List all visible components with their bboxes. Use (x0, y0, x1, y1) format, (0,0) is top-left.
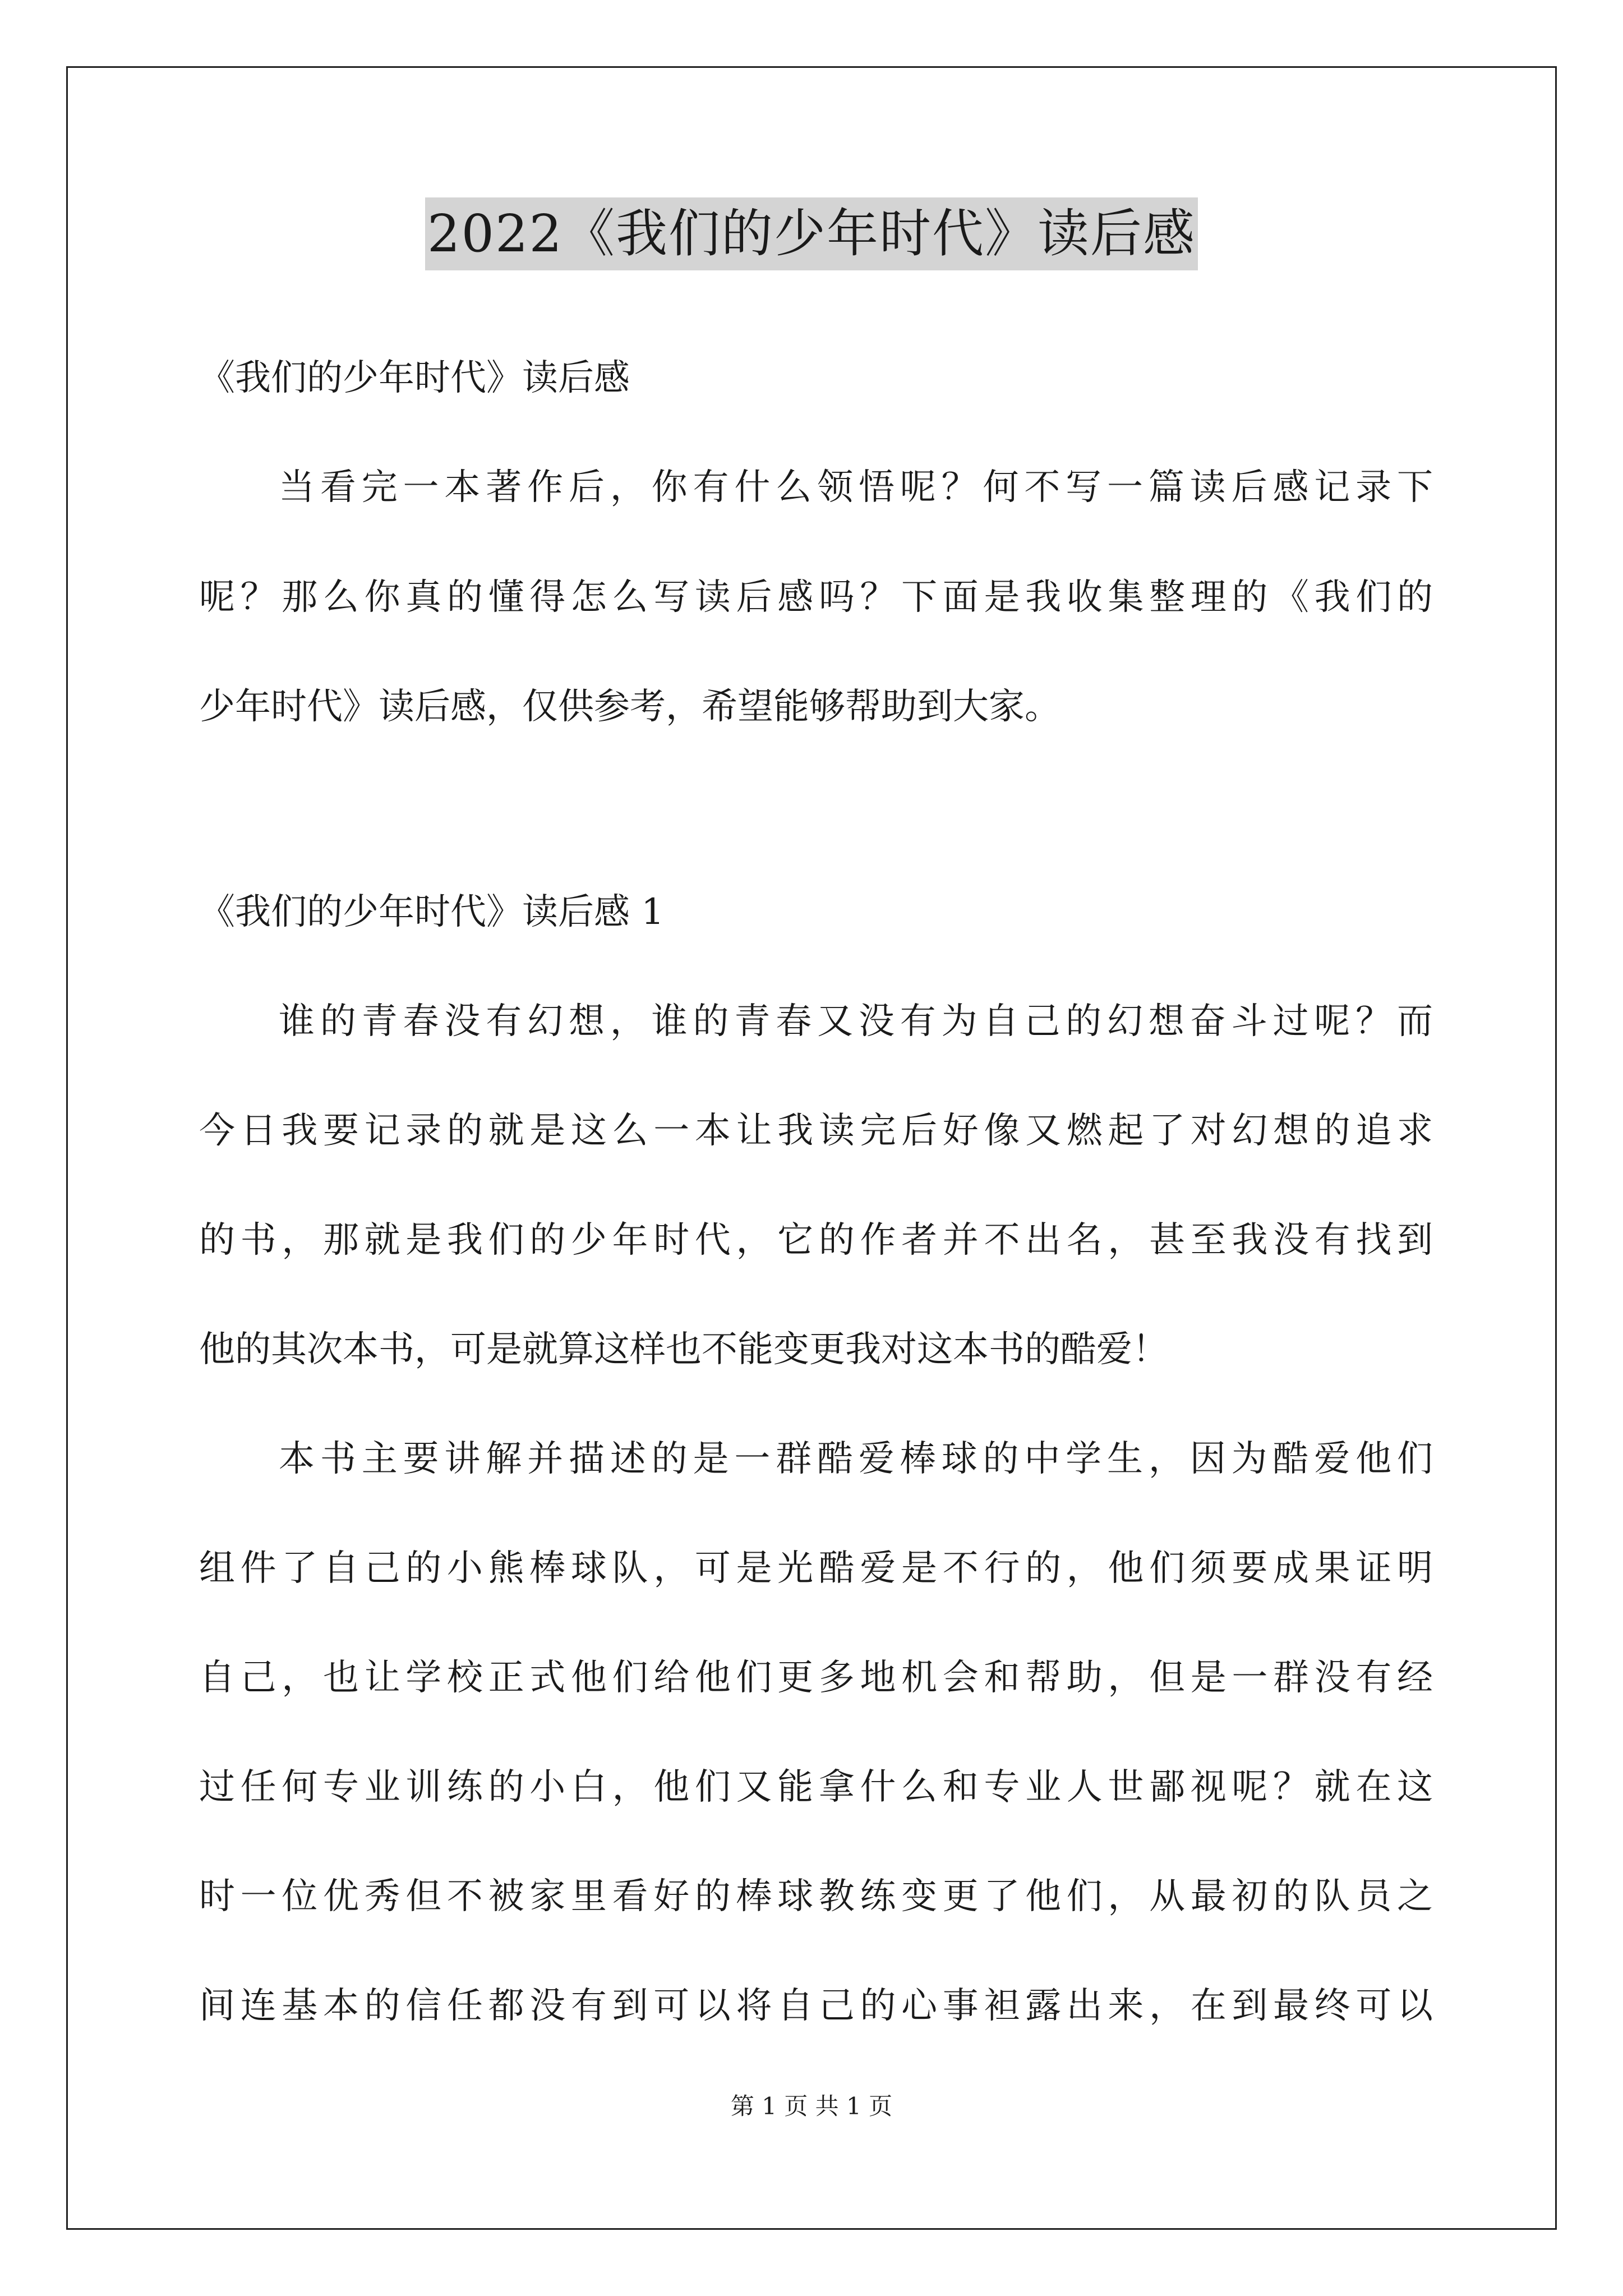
section-heading: 《我们的少年时代》读后感 1 (199, 891, 665, 933)
para2-line-2: 组件了自己的小熊棒球队，可是光酷爱是不行的，他们须要成果证明 (199, 1548, 1433, 1589)
para2-line-1: 本书主要讲解并描述的是一群酷爱棒球的中学生，因为酷爱他们 (279, 1438, 1433, 1480)
subtitle: 《我们的少年时代》读后感 (199, 357, 630, 399)
para1-line-3: 的书，那就是我们的少年时代，它的作者并不出名，甚至我没有找到 (199, 1220, 1433, 1261)
para2-line-4: 过任何专业训练的小白，他们又能拿什么和专业人世鄙视呢？就在这 (199, 1766, 1433, 1808)
title-container (0, 197, 1623, 270)
intro-line-2: 呢？那么你真的懂得怎么写读后感吗？下面是我收集整理的《我们的 (199, 577, 1433, 618)
para1-line-2: 今日我要记录的就是这么一本让我读完后好像又燃起了对幻想的追求 (199, 1110, 1433, 1152)
page-number-footer: 第 1 页 共 1 页 (730, 2092, 893, 2120)
intro-line-1: 当看完一本著作后，你有什么领悟呢？何不写一篇读后感记录下 (279, 467, 1433, 508)
para2-line-5: 时一位优秀但不被家里看好的棒球教练变更了他们，从最初的队员之 (199, 1876, 1433, 1917)
intro-line-3: 少年时代》读后感，仅供参考，希望能够帮助到大家。 (199, 686, 1061, 728)
para1-line-4: 他的其次本书，可是就算这样也不能变更我对这本书的酷爱！ (199, 1329, 1168, 1370)
para2-line-3: 自己，也让学校正式他们给他们更多地机会和帮助，但是一群没有经 (199, 1657, 1433, 1699)
para2-line-6: 间连基本的信任都没有到可以将自己的心事袒露出来，在到最终可以 (199, 1985, 1433, 2027)
para1-line-1: 谁的青春没有幻想，谁的青春又没有为自己的幻想奋斗过呢？而 (279, 1001, 1433, 1042)
document-title: 2022《我们的少年时代》读后感 (425, 197, 1198, 270)
